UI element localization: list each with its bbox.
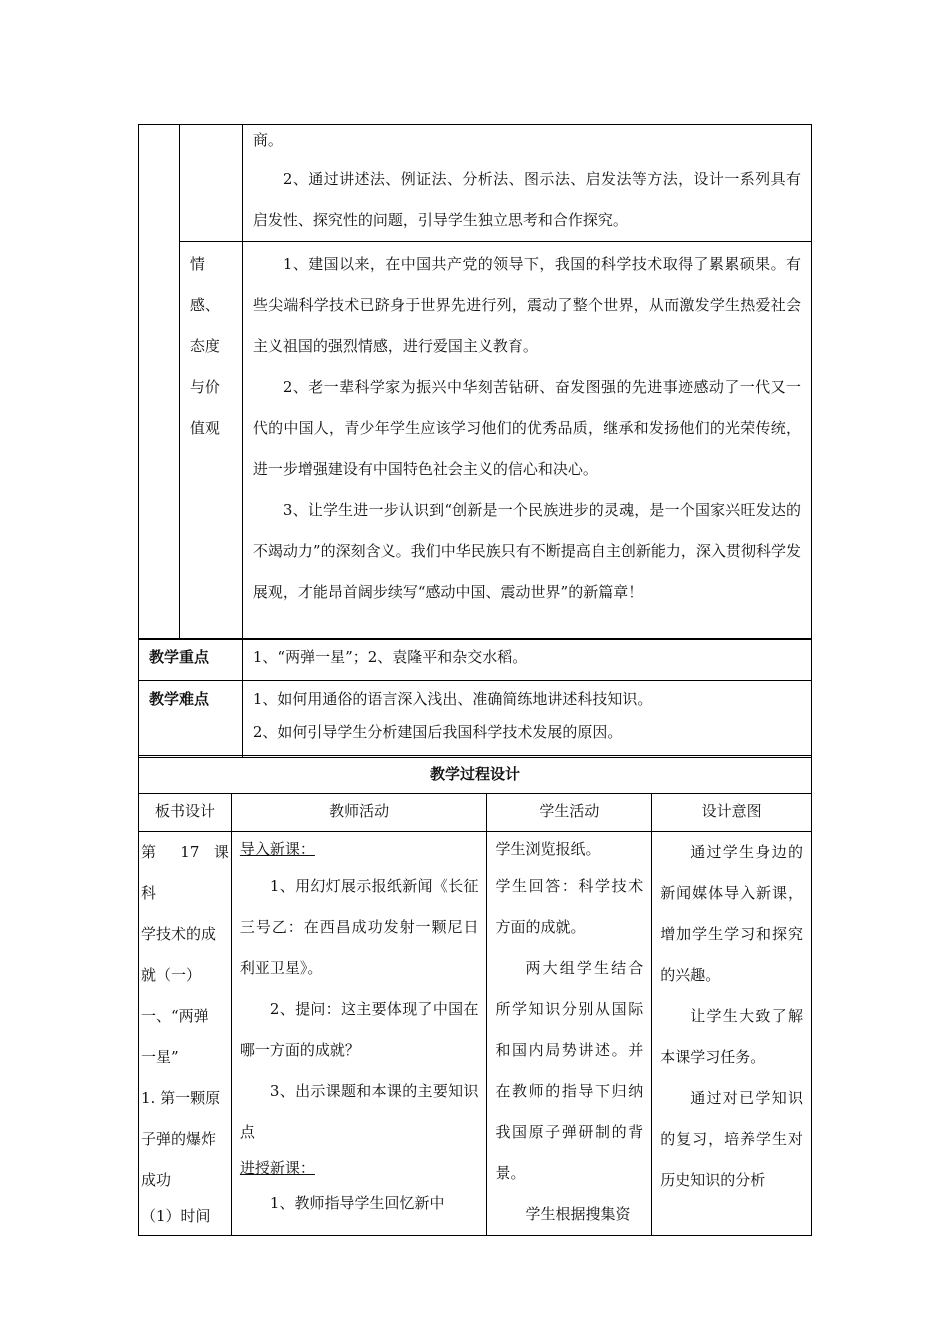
- emotion-label-line: 态度: [189, 337, 220, 355]
- teacher-item-3: 3、出示课题和本课的主要知识点: [239, 1082, 479, 1141]
- intent-item-2: 让学生大致了解本课学习任务。: [660, 1007, 803, 1066]
- emotion-item-2: 2、老一辈科学家为振兴中华刻苦钻研、奋发图强的先进事迹感动了一代又一代的中国人，青少年学生应该学习他们的优秀品质，继承和发扬他们的光荣传统，进一步增强建设有中国特色社会主义的信心和决心。: [252, 378, 801, 478]
- emotion-item-3: 3、让学生进一步认识到“创新是一个民族进步的灵魂，是一个国家兴旺发达的不竭动力”的深刻含义。我们中华民族只有不断提高自主创新能力，深入贯彻科学发展观，才能昂首阔步续写“感动中国、震动世界”的新篇章！: [252, 501, 801, 601]
- board-line: 成功: [141, 1171, 172, 1189]
- board-line: 一、“两弹: [141, 1007, 209, 1025]
- header-teacher: 教师活动: [231, 794, 487, 832]
- method-label-cell: [179, 125, 242, 242]
- emotion-content-cell: [242, 242, 811, 640]
- focus-table: [138, 638, 812, 758]
- header-intent: 设计意图: [652, 794, 812, 832]
- process-table: [138, 755, 812, 1236]
- board-line: 1. 第一颗原: [141, 1089, 221, 1107]
- student-item-1: 学生浏览报纸。: [495, 840, 601, 858]
- board-line: 一星”: [141, 1048, 179, 1066]
- board-design-cell: [139, 832, 244, 1236]
- intent-item-3: 通过对已学知识的复习，培养学生对历史知识的分析: [660, 1089, 803, 1189]
- intent-item-1: 通过学生身边的新闻媒体导入新课，增加学生学习和探究的兴趣。: [660, 843, 803, 984]
- emotion-label-line: 与价: [189, 378, 220, 396]
- student-item-2: 学生回答：科学技术方面的成就。: [495, 877, 644, 936]
- objectives-label-cell: [139, 125, 180, 640]
- teacher-item-2: 2、提问：这主要体现了中国在哪一方面的成就？: [239, 1000, 479, 1059]
- objectives-table: [138, 124, 812, 640]
- difficulties-label: 教学难点: [139, 681, 243, 758]
- emotion-item-1: 1、建国以来，在中国共产党的领导下，我国的科学技术取得了累累硕果。有些尖端科学技术已跻身于世界先进行列，震动了整个世界，从而激发学生热爱社会主义祖国的强烈情感，进行爱国主义教育。: [252, 255, 801, 355]
- teacher-item-4: 1、教师指导学生回忆新中: [269, 1194, 445, 1212]
- board-line: （1）时间: [141, 1207, 211, 1225]
- difficulty-item-1: 1、如何用通俗的语言深入浅出、准确简练地讲述科技知识。: [252, 690, 653, 708]
- method-tail: 商。: [252, 131, 283, 149]
- board-line: 第 17 课 科: [141, 843, 244, 902]
- emotion-label-line: 感、: [189, 296, 220, 314]
- emotion-label-line: 情: [189, 255, 205, 273]
- intro-heading: 导入新课：: [239, 840, 315, 858]
- teacher-item-1: 1、用幻灯展示报纸新闻《长征三号乙：在西昌成功发射一颗尼日利亚卫星》。: [239, 877, 479, 977]
- emotion-label-cell: [179, 242, 242, 640]
- key-points-label: 教学重点: [139, 639, 243, 681]
- emotion-label-line: 值观: [189, 419, 220, 437]
- difficulty-item-2: 2、如何引导学生分析建国后我国科学技术发展的原因。: [252, 723, 623, 741]
- student-activity-cell: [487, 832, 652, 1236]
- method-content-cell: [242, 125, 811, 242]
- difficulties-content: [242, 681, 811, 758]
- student-item-3: 两大组学生结合所学知识分别从国际和国内局势讲述。并在教师的指导下归纳我国原子弹研制的背景。: [495, 959, 644, 1182]
- header-student: 学生活动: [487, 794, 652, 832]
- board-line: 学技术的成: [141, 925, 217, 943]
- board-line: 子弹的爆炸: [141, 1130, 217, 1148]
- board-line: 就（一）: [141, 966, 202, 984]
- design-intent-cell: [652, 832, 812, 1236]
- student-item-4: 学生根据搜集资: [525, 1205, 631, 1223]
- header-board: 板书设计: [139, 794, 232, 832]
- new-lesson-heading: 进授新课：: [239, 1159, 315, 1177]
- process-title: 教学过程设计: [139, 756, 812, 794]
- key-points-content: 1、“两弹一星”；2、袁隆平和杂交水稻。: [242, 639, 811, 681]
- teacher-activity-cell: [231, 832, 487, 1236]
- method-item-2: 2、通过讲述法、例证法、分析法、图示法、启发法等方法，设计一系列具有启发性、探究性的问题，引导学生独立思考和合作探究。: [252, 170, 801, 229]
